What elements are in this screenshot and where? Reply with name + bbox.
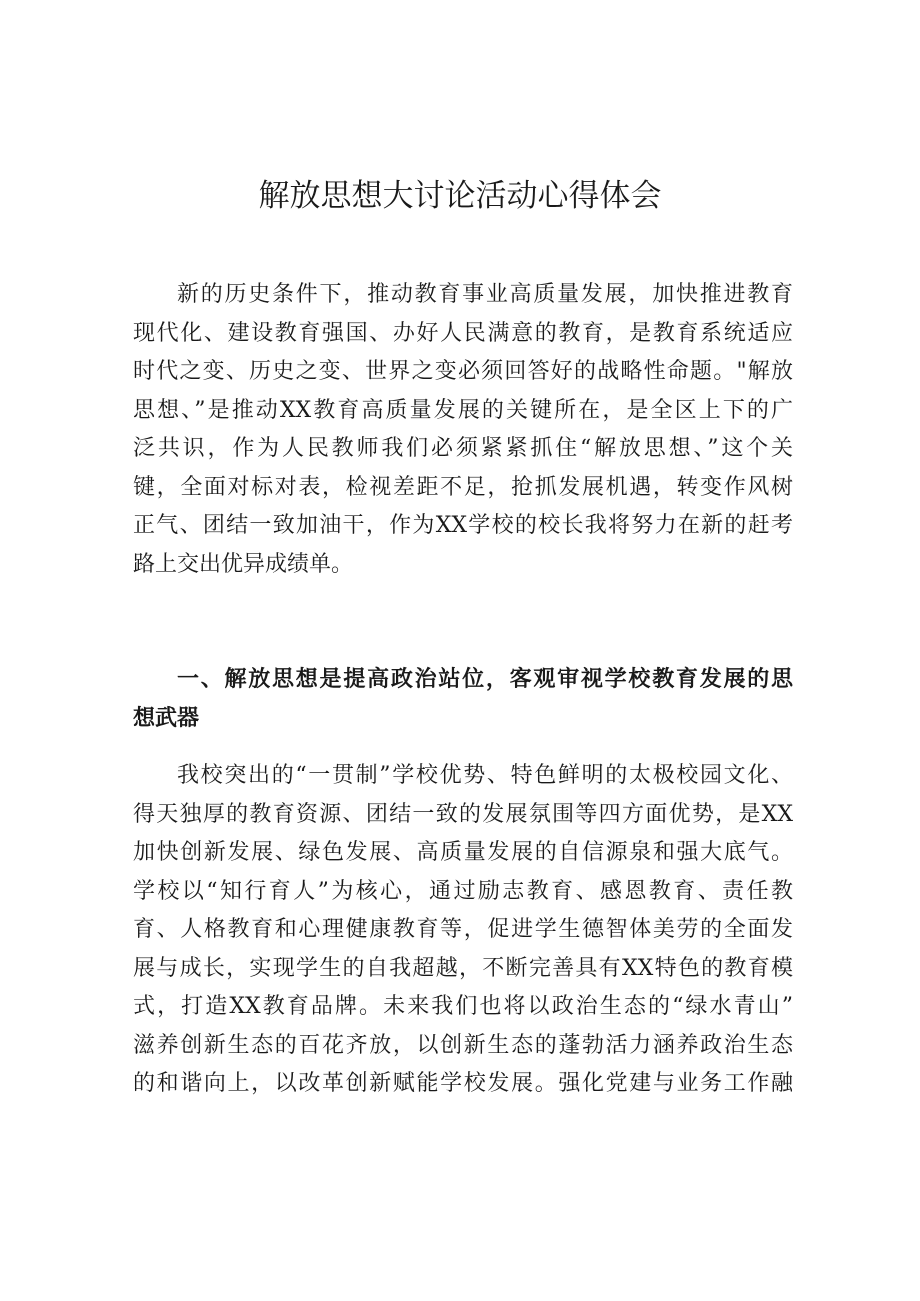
heading-line: 想武器 (133, 705, 200, 731)
paragraph-line: 滋养创新生态的百花齐放，以创新生态的蓬勃活力涵养政治生态 (133, 1032, 793, 1058)
section-1-paragraph (133, 757, 793, 1104)
paragraph-line: 现代化、建设教育强国、办好人民满意的教育，是教育系统适应 (133, 320, 793, 346)
heading-line: 一、解放思想是提高政治站位，客观审视学校教育发展的思 (177, 667, 793, 692)
paragraph-line: 展与成长，实现学生的自我超越，不断完善具有XX特色的教育模 (133, 955, 793, 981)
paragraph-line: 时代之变、历史之变、世界之变必须回答好的战略性命题。"解放 (133, 359, 793, 384)
paragraph-line: 学校以“知行育人”为核心，通过励志教育、感恩教育、责任教 (133, 878, 793, 904)
document-title: 解放思想大讨论活动心得体会 (258, 178, 662, 214)
paragraph-line: 路上交出优异成绩单。 (133, 551, 354, 577)
paragraph-line: 正气、团结一致加油干，作为XX学校的校长我将努力在新的赶考 (133, 513, 793, 538)
paragraph-line: 的和谐向上，以改革创新赋能学校发展。强化党建与业务工作融 (133, 1071, 793, 1096)
section-heading-1 (133, 661, 793, 738)
paragraph-line: 我校突出的“一贯制”学校优势、特色鲜明的太极校园文化、 (177, 763, 793, 788)
paragraph-line: 式，打造XX教育品牌。未来我们也将以政治生态的“绿水青山” (133, 994, 793, 1019)
intro-paragraph (133, 276, 793, 584)
paragraph-line: 加快创新发展、绿色发展、高质量发展的自信源泉和强大底气。 (133, 840, 793, 865)
paragraph-line: 泛共识，作为人民教师我们必须紧紧抓住“解放思想、”这个关 (133, 436, 793, 461)
paragraph-line: 键，全面对标对表，检视差距不足，抢抓发展机遇，转变作风树 (133, 474, 793, 500)
paragraph-line: 得天独厚的教育资源、团结一致的发展氛围等四方面优势，是XX (133, 801, 793, 827)
paragraph-line: 新的历史条件下，推动教育事业高质量发展，加快推进教育 (177, 282, 793, 307)
paragraph-line: 思想、”是推动XX教育高质量发展的关键所在，是全区上下的广 (133, 397, 793, 423)
paragraph-line: 育、人格教育和心理健康教育等，促进学生德智体美劳的全面发 (133, 917, 793, 942)
